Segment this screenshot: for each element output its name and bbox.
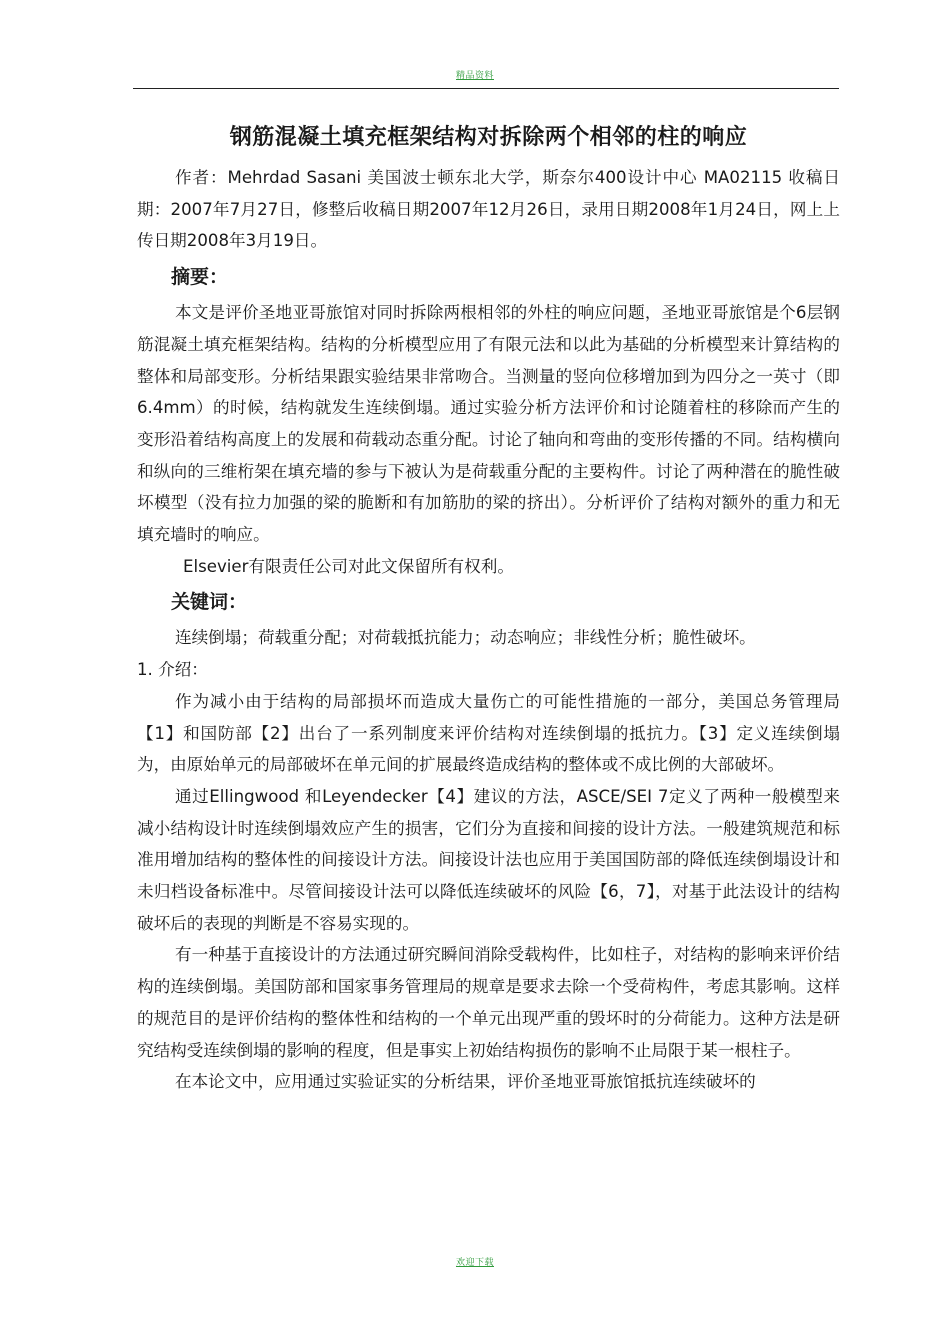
paper-title: 钢筋混凝土填充框架结构对拆除两个相邻的柱的响应	[229, 125, 748, 150]
intro-paragraph-2: 通过Ellingwood 和Leyendecker【4】建议的方法，ASCE/SEI 7定义了两种一般模型来减小结构设计时连续倒塌效应产生的损害，它们分为直接和间接的设计方法。一般建筑规范和标准用增加结构的整体性的间接设计方法。间接设计法也应用于美国国防部的降低连续倒塌设计和未归档设备标准中。尽管间接设计法可以降低连续破坏的风险【6，7】，对基于此法设计的结构破坏后的表现的判断是不容易实现的。	[137, 786, 840, 933]
abstract-heading: 摘要：	[171, 266, 229, 289]
footer-watermark: 欢迎下载	[455, 1258, 494, 1268]
copyright-notice: Elsevier有限责任公司对此文保留所有权利。	[183, 556, 514, 576]
keywords-heading: 关键词：	[171, 591, 248, 614]
document-body	[137, 118, 840, 1098]
intro-paragraph-3: 有一种基于直接设计的方法通过研究瞬间消除受载构件，比如柱子，对结构的影响来评价结构的连续倒塌。美国防部和国家事务管理局的规章是要求去除一个受荷构件，考虑其影响。这样的规范目的是评价结构的整体性和结构的一个单元出现严重的毁坏时的分荷能力。这种方法是研究结构受连续倒塌的影响的程度，但是事实上初始结构损伤的影响不止局限于某一根柱子。	[137, 945, 840, 1060]
intro-paragraph-4: 在本论文中，应用通过实验证实的分析结果，评价圣地亚哥旅馆抵抗连续破坏的	[175, 1072, 756, 1092]
author-info: 作者：Mehrdad Sasani 美国波士顿东北大学，斯奈尔400设计中心 MA02115 收稿日期：2007年7月27日，修整后收稿日期2007年12月26日，录用日期2008年1月24日，网上上传日期2008年3月19日。	[137, 168, 840, 251]
keywords-body: 连续倒塌；荷载重分配；对荷载抵抗能力；动态响应；非线性分析；脆性破坏。	[175, 628, 756, 648]
header-watermark: 精品资料	[455, 71, 494, 81]
intro-heading: 1. 介绍：	[137, 660, 208, 680]
abstract-body: 本文是评价圣地亚哥旅馆对同时拆除两根相邻的外柱的响应问题，圣地亚哥旅馆是个6层钢筋混凝土填充框架结构。结构的分析模型应用了有限元法和以此为基础的分析模型来计算结构的整体和局部变形。分析结果跟实验结果非常吻合。当测量的竖向位移增加到为四分之一英寸（即6.4mm）的时候，结构就发生连续倒塌。通过实验分析方法评价和讨论随着柱的移除而产生的变形沿着结构高度上的发展和荷载动态重分配。讨论了轴向和弯曲的变形传播的不同。结构横向和纵向的三维桁架在填充墙的参与下被认为是荷载重分配的主要构件。讨论了两种潜在的脆性破坏模型（没有拉力加强的梁的脆断和有加筋肋的梁的挤出）。分析评价了结构对额外的重力和无填充墙时的响应。	[137, 303, 840, 545]
header-divider	[133, 88, 839, 89]
intro-paragraph-1: 作为减小由于结构的局部损坏而造成大量伤亡的可能性措施的一部分，美国总务管理局【1】和国防部【2】出台了一系列制度来评价结构对连续倒塌的抵抗力。【3】定义连续倒塌为，由原始单元的局部破坏在单元间的扩展最终造成结构的整体或不成比例的大部破坏。	[137, 691, 840, 775]
